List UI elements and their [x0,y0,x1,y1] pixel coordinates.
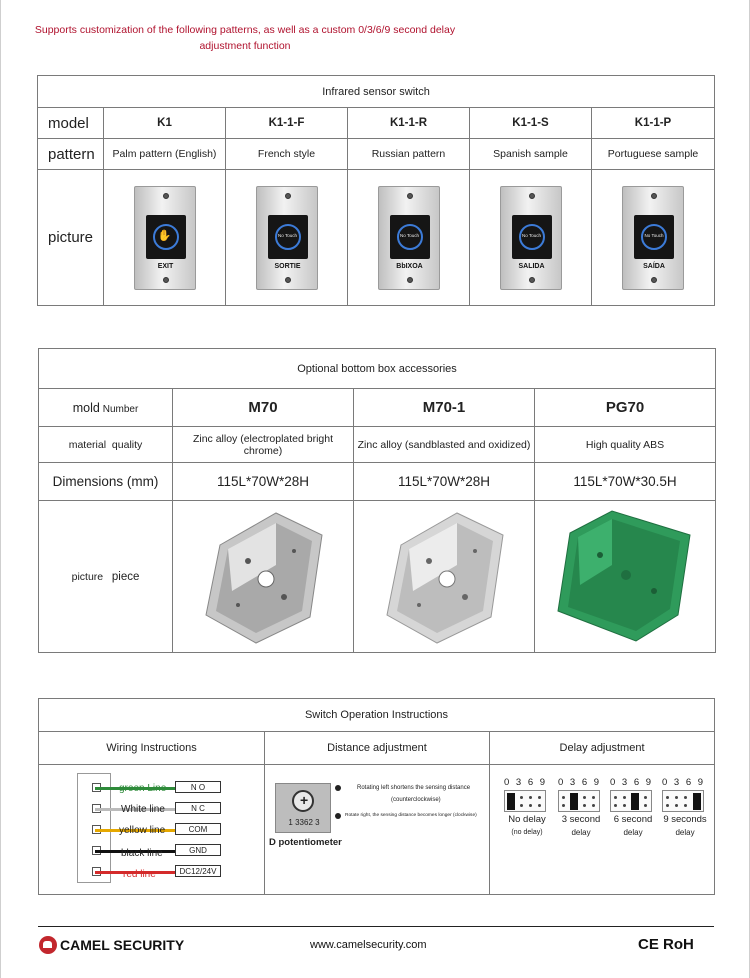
dimensions-pg70: 115L*70W*30.5H [535,463,716,501]
header-distance: Distance adjustment [265,732,490,765]
dimensions-m70-1: 115L*70W*28H [354,463,535,501]
box-image-m70-1 [354,501,535,653]
model-k1: K1 [104,108,226,139]
box-image-m70 [173,501,354,653]
wire-label-black: black line [121,848,163,859]
switch-image-k1-1-s: No Touch SALIDA [470,170,592,306]
adjust-cross-icon: + [300,792,309,808]
website-url: www.camelsecurity.com [310,939,427,951]
model-k1-1-s: K1-1-S [470,108,592,139]
material-m70: Zinc alloy (electroplated bright chrome) [173,427,354,463]
switch-image-k1-1-f: No Touch SORTIE [226,170,348,306]
intro-text: Supports customization of the following patterns, as well as a custom 0/3/6/9 second delay adjustment function [34,24,456,52]
delay-adjustment [490,765,715,895]
wire-label-yellow: yellow line [119,825,166,836]
pattern-russian: Russian pattern [348,139,470,170]
footer-divider [38,926,714,927]
material-m70-1: Zinc alloy (sandblasted and oxidized) [354,427,535,463]
distance-adjustment [265,765,490,895]
dimensions-m70: 115L*70W*28H [173,463,354,501]
number-pg70: PG70 [535,389,716,427]
pattern-french: French style [226,139,348,170]
delay-jumper-9: 0 3 6 9 9 seconds delay [662,777,707,837]
terminal-com: COM [175,823,221,835]
operation-instructions-table [38,698,715,895]
terminal-gnd: GND [175,844,221,856]
potentiometer-image: + 1 3362 3 [275,783,331,833]
bottom-box-table [38,348,716,653]
model-k1-1-p: K1-1-P [592,108,715,139]
switch-image-k1-1-r: No Touch BbIXOA [348,170,470,306]
certification-marks: CE RoH [638,936,694,953]
header-wiring: Wiring Instructions [39,732,265,765]
switch-image-k1-1-p: No Touch SAÍDA [592,170,715,306]
camel-logo-icon [39,936,57,954]
note-left-sub: (counterclockwise) [391,797,441,803]
delay-jumper-3: 0 3 6 9 3 second delay [558,777,602,837]
pattern-english: Palm pattern (English) [104,139,226,170]
sensor-switch-table [37,75,715,306]
row-label-pattern: pattern [38,139,104,170]
wire-label-white: White line [121,804,165,815]
material-pg70: High quality ABS [535,427,716,463]
header-delay: Delay adjustment [490,732,715,765]
brand-name: CAMEL SECURITY [39,936,184,954]
palm-icon: ✋ [157,229,172,242]
number-m70: M70 [173,389,354,427]
pattern-portuguese: Portuguese sample [592,139,715,170]
note-left: Rotating left shortens the sensing distance [357,785,471,791]
row-label-model: model [38,108,104,139]
delay-jumper-6: 0 3 6 9 6 second delay [610,777,654,837]
note-right: Rotate right, the sensing distance becomes longer (clockwise) [345,813,477,818]
metal-box-sandblasted-image [379,505,509,645]
potentiometer-caption: D potentiometer [269,837,342,848]
abs-box-image [550,505,700,645]
number-m70-1: M70-1 [354,389,535,427]
terminal-nc: N C [175,802,221,814]
row-label-picture-piece: picture piece [39,501,173,653]
wire-label-red: red line [123,869,156,880]
wiring-diagram [39,765,265,895]
terminal-no: N O [175,781,221,793]
terminal-dc: DC12/24V [175,865,221,877]
sensor-table-title: Infrared sensor switch [38,76,715,108]
operation-title: Switch Operation Instructions [39,699,715,732]
row-label-mold: mold Number [39,389,173,427]
switch-image-k1: ✋ EXIT [104,170,226,306]
model-k1-1-r: K1-1-R [348,108,470,139]
delay-jumper-0: 0 3 6 9 No delay (no delay) [504,777,548,836]
pattern-spanish: Spanish sample [470,139,592,170]
model-k1-1-f: K1-1-F [226,108,348,139]
metal-box-image [198,505,328,645]
box-image-pg70 [535,501,716,653]
bottom-box-title: Optional bottom box accessories [39,349,716,389]
row-label-dimensions: Dimensions (mm) [39,463,173,501]
row-label-material: material quality [39,427,173,463]
row-label-picture: picture [38,170,104,306]
wire-label-green: green Line [119,783,167,794]
